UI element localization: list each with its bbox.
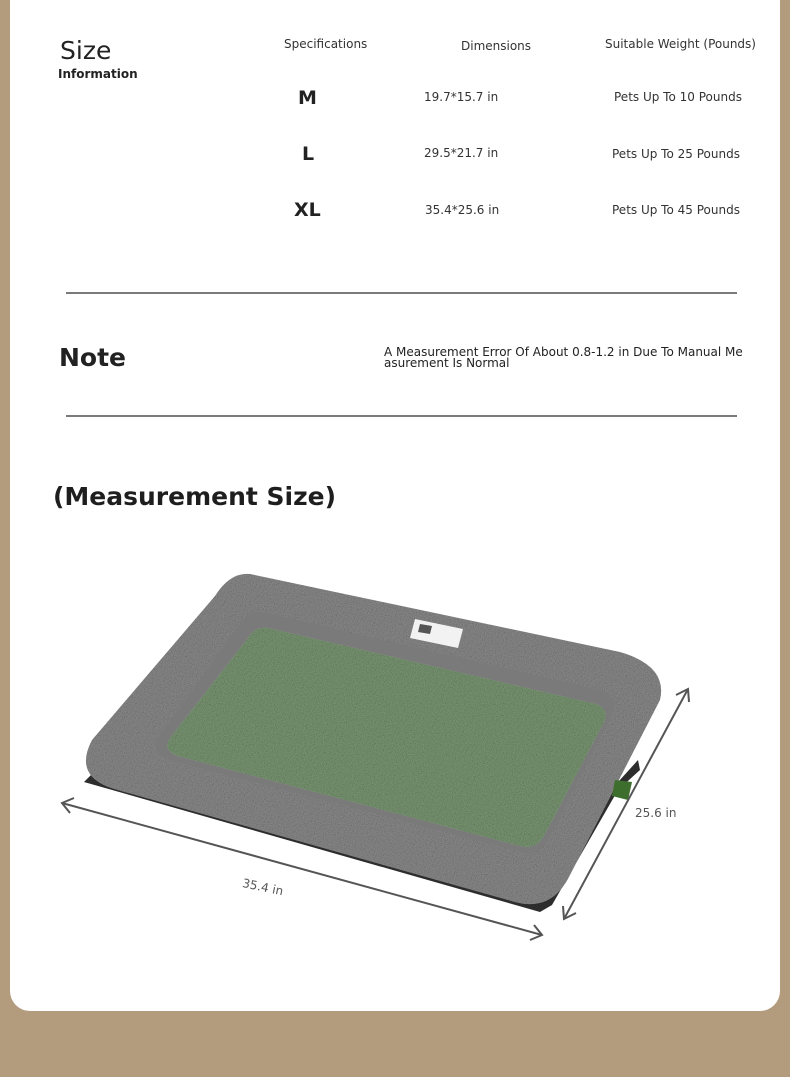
size-xl-weight: Pets Up To 45 Pounds xyxy=(612,203,740,217)
size-subtitle: Information xyxy=(58,67,138,81)
width-label: 25.6 in xyxy=(635,806,677,820)
size-m-dimensions: 19.7*15.7 in xyxy=(424,90,499,104)
size-title: Size xyxy=(60,36,112,65)
size-m-weight: Pets Up To 10 Pounds xyxy=(614,90,742,104)
size-xl-label: XL xyxy=(294,199,321,221)
note-title: Note xyxy=(59,343,127,372)
note-text: A Measurement Error Of About 0.8-1.2 in Due To Manual Measurement Is Normal xyxy=(384,345,743,370)
size-l-dimensions: 29.5*21.7 in xyxy=(424,146,499,160)
size-xl-dimensions: 35.4*25.6 in xyxy=(425,203,500,217)
size-l-weight: Pets Up To 25 Pounds xyxy=(612,147,740,161)
header-weight: Suitable Weight (Pounds) xyxy=(605,37,756,51)
header-specifications: Specifications xyxy=(284,37,368,51)
length-label: 35.4 in xyxy=(241,876,285,899)
size-l-label: L xyxy=(302,143,315,165)
header-dimensions: Dimensions xyxy=(461,39,532,53)
size-m-label: M xyxy=(298,87,317,109)
measurement-title: (Measurement Size) xyxy=(53,482,337,511)
